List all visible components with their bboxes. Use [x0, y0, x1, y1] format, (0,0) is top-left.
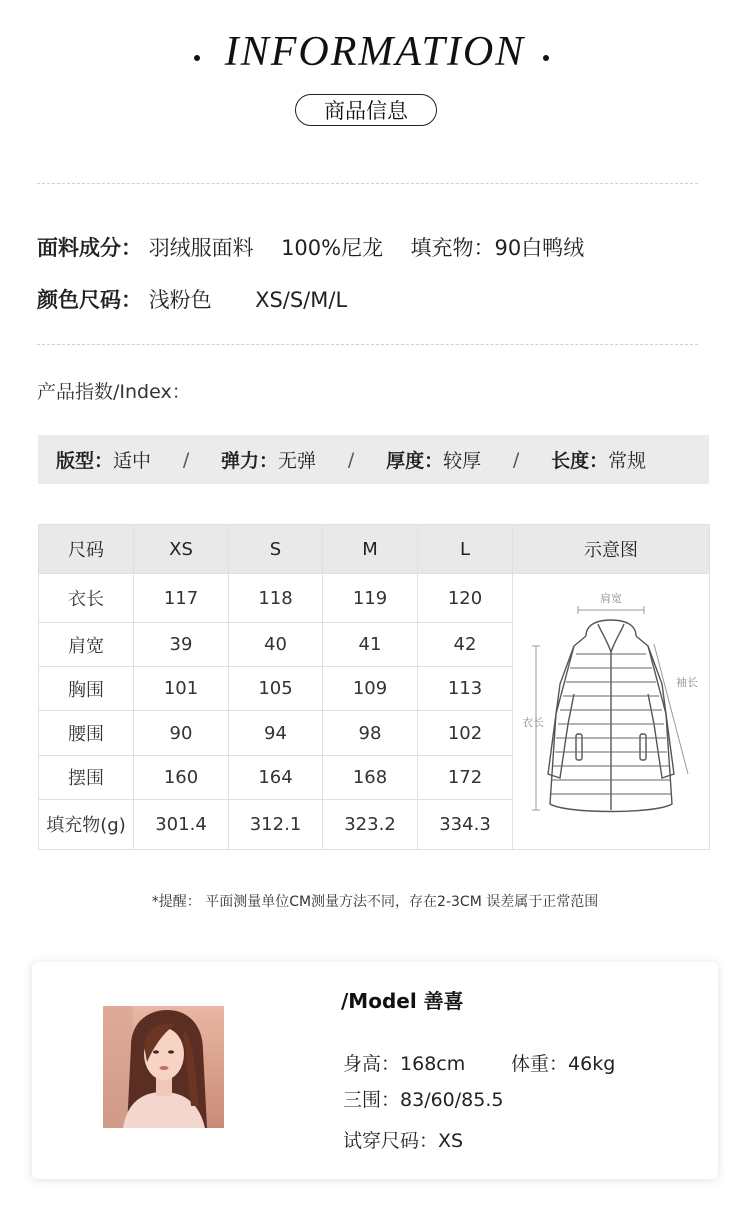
model-weight-row [511, 1049, 615, 1076]
coat-diagram-icon [516, 574, 706, 844]
table-cell: 301.4 [134, 799, 229, 849]
model-weight-label: 体重： [511, 1053, 569, 1075]
model-measurements-row [343, 1085, 503, 1112]
index-length-key: 长度： [551, 450, 609, 472]
fabric-line [37, 232, 584, 262]
model-size-row [343, 1126, 463, 1153]
divider [37, 344, 698, 345]
color-size-label: 颜色尺码： [37, 288, 142, 312]
table-cell: 109 [323, 667, 418, 711]
diagram-shoulder-label: 肩宽 [600, 592, 622, 605]
index-thickness-key: 厚度： [386, 450, 444, 472]
size-table [38, 524, 710, 850]
index-label: 产品指数/Index： [37, 381, 191, 403]
table-cell: 90 [134, 711, 229, 755]
diagram-sleeve-label: 袖长 [676, 676, 698, 689]
color-size-line [37, 284, 347, 314]
divider [37, 183, 698, 184]
row-label: 衣长 [39, 574, 134, 623]
index-separator: / [512, 448, 520, 471]
fabric-label: 面料成分： [37, 236, 142, 260]
model-measurements-label: 三围： [343, 1089, 401, 1111]
fabric-composition: 100%尼龙 [281, 236, 384, 260]
table-cell: 101 [134, 667, 229, 711]
table-cell: 41 [323, 623, 418, 667]
row-label: 胸围 [39, 667, 134, 711]
index-separator: / [182, 448, 190, 471]
row-label: 腰围 [39, 711, 134, 755]
table-cell: 105 [229, 667, 323, 711]
section-title: INFORMATION [224, 29, 526, 75]
model-photo [103, 1006, 224, 1128]
title-dot-right [543, 55, 549, 61]
index-elasticity-key: 弹力： [221, 450, 279, 472]
table-cell: 119 [323, 574, 418, 623]
table-cell: 98 [323, 711, 418, 755]
table-cell: 113 [418, 667, 513, 711]
model-size-value: XS [438, 1130, 464, 1152]
header-diagram: 示意图 [513, 525, 710, 574]
table-cell: 160 [134, 755, 229, 799]
index-separator: / [347, 448, 355, 471]
row-label: 摆围 [39, 755, 134, 799]
table-cell: 102 [418, 711, 513, 755]
model-weight-value: 46kg [568, 1053, 616, 1075]
table-cell: 40 [229, 623, 323, 667]
header-xs: XS [134, 525, 229, 574]
fabric-filling: 填充物：90白鸭绒 [410, 236, 585, 260]
header-s: S [229, 525, 323, 574]
table-cell: 94 [229, 711, 323, 755]
table-header-row [39, 525, 710, 574]
table-cell: 168 [323, 755, 418, 799]
header-size: 尺码 [39, 525, 134, 574]
table-cell: 164 [229, 755, 323, 799]
product-index-bar [38, 435, 709, 484]
table-cell: 118 [229, 574, 323, 623]
fabric-material: 羽绒服面料 [148, 236, 254, 260]
model-height-row [343, 1049, 465, 1076]
index-thickness-value: 较厚 [443, 450, 482, 472]
model-measurements-value: 83/60/85.5 [400, 1089, 504, 1111]
table-cell: 334.3 [418, 799, 513, 849]
header-m: M [323, 525, 418, 574]
table-cell: 42 [418, 623, 513, 667]
index-fit-value: 适中 [113, 450, 152, 472]
index-fit-key: 版型： [56, 450, 114, 472]
row-label: 填充物(g) [39, 799, 134, 849]
measurement-note: *提醒： 平面测量单位CM测量方法不同，存在2-3CM 误差属于正常范围 [151, 894, 599, 910]
table-cell: 312.1 [229, 799, 323, 849]
model-height-label: 身高： [343, 1053, 401, 1075]
header-l: L [418, 525, 513, 574]
model-name: /Model 善喜 [341, 989, 464, 1013]
table-cell: 120 [418, 574, 513, 623]
table-row [39, 574, 710, 623]
table-cell: 39 [134, 623, 229, 667]
table-cell: 117 [134, 574, 229, 623]
garment-diagram [513, 574, 710, 850]
color-value: 浅粉色 [148, 288, 212, 312]
model-height-value: 168cm [400, 1053, 466, 1075]
table-cell: 323.2 [323, 799, 418, 849]
diagram-length-label: 衣长 [522, 716, 544, 729]
index-length-value: 常规 [608, 450, 647, 472]
table-cell: 172 [418, 755, 513, 799]
index-elasticity-value: 无弹 [278, 450, 317, 472]
sizes-value: XS/S/M/L [255, 288, 348, 312]
section-subtitle-badge: 商品信息 [295, 94, 437, 126]
model-size-label: 试穿尺码： [343, 1130, 439, 1152]
row-label: 肩宽 [39, 623, 134, 667]
